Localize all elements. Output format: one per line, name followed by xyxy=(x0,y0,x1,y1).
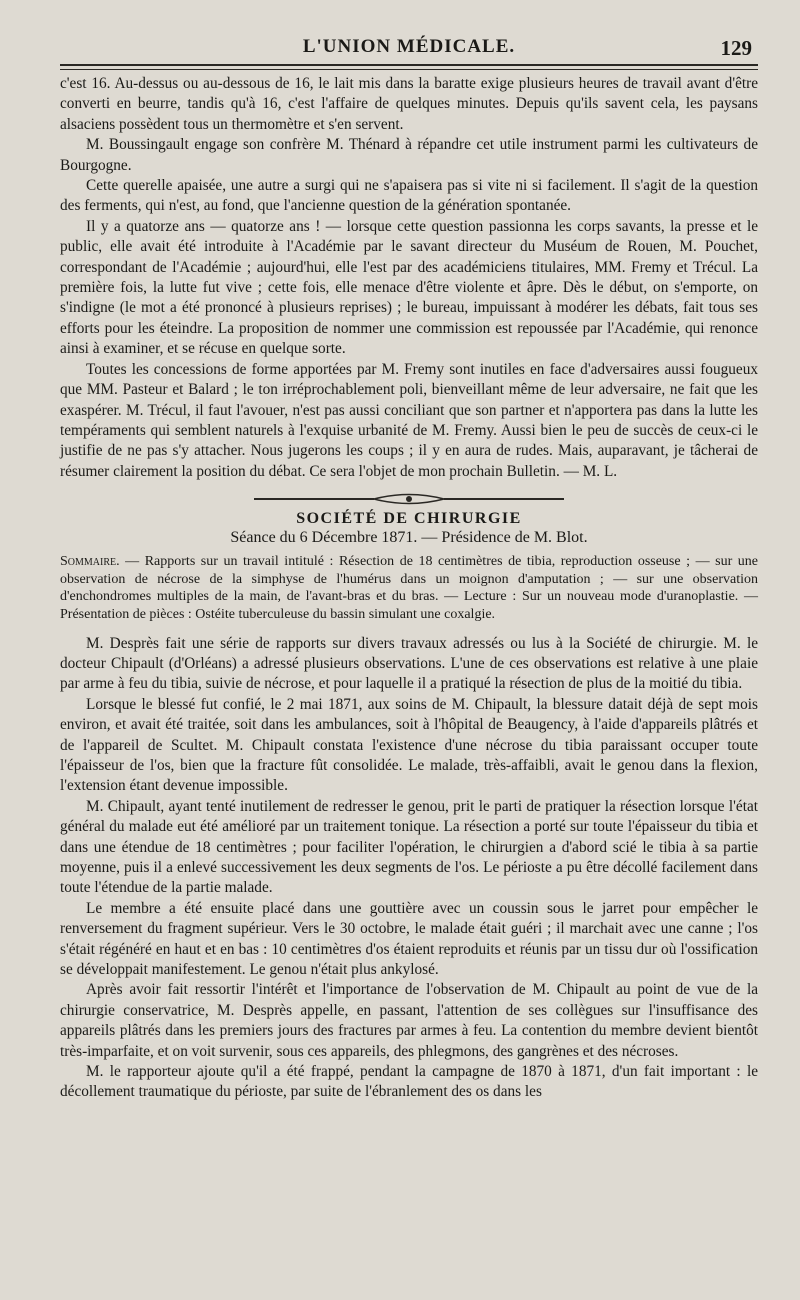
paragraph: Le membre a été ensuite placé dans une gouttière avec un coussin sous le jarret pour empêcher le renversement du fragment supérieur. Vers le 30 octobre, le malade était guéri ; il marchait avec une canne ; l'os s'était régénéré en haut et en bas : 10 centimètres d'os étaient reproduits et réunis par un tissu dur où l'ossification se développait manifestement. Le genou n'était plus ankylosé. xyxy=(60,899,758,978)
section-subtitle: Séance du 6 Décembre 1871. — Présidence de M. Blot. xyxy=(230,529,588,547)
ornament-divider xyxy=(254,492,564,506)
paragraph: M. Chipault, ayant tenté inutilement de redresser le genou, prit le parti de pratiquer la résection lorsque l'état général du malade eut été amélioré par un traitement tonique. La résection a porté sur toute l'épaisseur du tibia et dans une étendue de 18 centimètres ; pour faciliter l'opération, le chirurgien a d'abord scié le tibia à sa partie moyenne, puis il a enlevé successivement les deux segments de l'os. Le périoste a pu être décollé facilement dans toute l'étendue de la partie malade. xyxy=(60,797,758,897)
paragraph: M. Boussingault engage son confrère M. Thénard à répandre cet utile instrument parmi les cultivateurs de Bourgogne. xyxy=(60,136,758,174)
section-title: SOCIÉTÉ DE CHIRURGIE xyxy=(296,510,522,528)
header-rule xyxy=(60,69,758,70)
paragraph: M. le rapporteur ajoute qu'il a été frappé, pendant la campagne de 1870 à 1871, d'un fait important : le décollement traumatique du périoste, par suite de l'ébranlement des os dans les xyxy=(60,1063,758,1101)
summary-text: — Rapports sur un travail intitulé : Résection de 18 centimètres de tibia, reproduction osseuse ; — sur une observation de nécrose de la simphyse de l'humérus dans un moignon d'amputation ; — sur une observation d'enchondromes multiples de la main, de l'avant-bras et du bras. — Lecture : Sur un nouveau mode d'uranoplastie. — Présentation de pièces : Ostéite tuberculeuse du bassin simulant une coxalgie. xyxy=(60,554,758,622)
paragraph: Après avoir fait ressortir l'intérêt et l'importance de l'observation de M. Chipault au point de vue de la chirurgie conservatrice, M. Desprès appelle, en passant, l'attention de ses collègues sur l'insuffisance des appareils plâtrés dans les premiers jours des fractures par armes à feu. La contention du membre devient bientôt très-imparfaite, et on voit survenir, sous ces appareils, des phlegmons, des gangrènes et des nécroses. xyxy=(60,981,758,1060)
summary-label: Sommaire. xyxy=(60,554,120,570)
journal-title: L'UNION MÉDICALE. xyxy=(302,36,516,57)
paragraph: Lorsque le blessé fut confié, le 2 mai 1871, aux soins de M. Chipault, la blessure datait déjà de sept mois environ, et avait été traitée, soit dans les ambulances, soit à l'hôpital de Beaugency, à l'aide d'appareils plâtrés et de l'appareil de Scultet. M. Chipault constata l'existence d'une nécrose du tibia paraissant occuper toute l'épaisseur de l'os, bien que la fracture fût consolidée. Le malade, très-affaibli, avait le genou dans la flexion, l'extension étant devenue impossible. xyxy=(60,695,758,795)
summary xyxy=(60,553,758,623)
paragraph: c'est 16. Au-dessus ou au-dessous de 16, le lait mis dans la baratte exige plusieurs heures de travail avant d'être converti en beurre, tandis qu'à 16, c'est l'affaire de quelques minutes. Depuis qu'ils savent cela, les paysans alsaciens possèdent tous un thermomètre et s'en servent. xyxy=(60,75,758,133)
paragraph: Il y a quatorze ans — quatorze ans ! — lorsque cette question passionna les corps savants, la presse et le public, elle avait été introduite à l'Académie par le savant directeur du Muséum de Rouen, M. Pouchet, correspondant de l'Académie ; aujourd'hui, elle l'est par des académiciens titulaires, MM. Fremy et Trécul. La première fois, la lutte fut vive ; cette fois, elle menace d'être violente et âpre. Dès le début, on s'emporte, on s'indigne (le mot a été prononcé à plusieurs reprises) ; le bureau, impuissant à modérer les débats, fait tous ses efforts pour les éteindre. La proposition de nommer une commission est repoussée par l'Académie, qui renonce ainsi à examiner, et se récuse en quelque sorte. xyxy=(60,217,758,358)
paragraph: M. Desprès fait une série de rapports sur divers travaux adressés ou lus à la Société de chirurgie. M. le docteur Chipault (d'Orléans) a adressé plusieurs observations. L'une de ces observations est relative à une plaie par arme à feu du tibia, suivie de nécrose, et pour laquelle il a pratiqué la résection de plus de la moitié du tibia. xyxy=(60,634,758,693)
page-number: 129 xyxy=(720,36,752,60)
paragraph: Toutes les concessions de forme apportées par M. Fremy sont inutiles en face d'adversaires aussi fougueux que MM. Pasteur et Balard ; le ton irréprochablement poli, bienveillant même de leur adversaire, ne fait que les exaspérer. M. Trécul, il faut l'avouer, n'est pas aussi conciliant que son partner et n'apportera pas dans la lutte les tempéraments qui semblent naturels à l'exquise urbanité de M. Fremy. Aussi bien le peu de succès de ceux-ci le justifie de ne pas s'y attacher. Nous jugerons les coups ; il y en aura de rudes. Mais, auparavant, je tâcherai de résumer clairement la position du débat. Ce sera l'objet de mon prochain Bulletin. — M. L. xyxy=(60,360,758,480)
running-head xyxy=(60,30,758,66)
paragraph: Cette querelle apaisée, une autre a surgi qui ne s'apaisera pas si vite ni si facilement. Il s'agit de la question des ferments, qui n'est, au fond, que l'ancienne question de la génération spontanée. xyxy=(60,177,758,215)
